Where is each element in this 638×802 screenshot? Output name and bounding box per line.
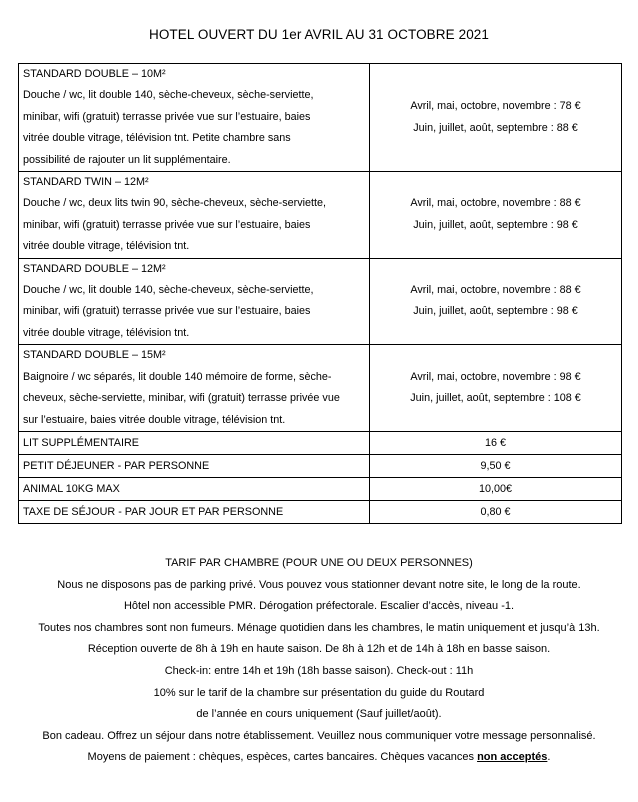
payment-not-accepted: non acceptés [477, 751, 548, 764]
price-high-season: Juin, juillet, août, septembre : 98 € [413, 218, 578, 231]
notes-section [0, 553, 638, 769]
price-low-season: Avril, mai, octobre, novembre : 78 € [410, 100, 581, 113]
room-feature-line: minibar, wifi (gratuit) terrasse privée vue sur l’estuaire, baies [23, 218, 311, 231]
room-row-standard-double-10 [19, 64, 622, 172]
note-parking: Nous ne disposons pas de parking privé. Vous pouvez vous stationner devant notre site, le long de la route. [57, 578, 581, 591]
room-feature-line: sur l’estuaire, baies vitrée double vitrage, télévision tnt. [23, 413, 286, 426]
room-feature-line: vitrée double vitrage, télévision tnt. [23, 326, 190, 339]
room-description [19, 345, 370, 432]
room-feature-line: Baignoire / wc séparés, lit double 140 mémoire de forme, sèche- [23, 370, 332, 383]
extra-price: 16 € [370, 431, 622, 454]
room-row-standard-double-15 [19, 345, 622, 432]
note-accessibility: Hôtel non accessible PMR. Dérogation préfectorale. Escalier d’accès, niveau -1. [123, 600, 515, 613]
room-name: STANDARD DOUBLE – 10M² [23, 68, 166, 80]
extra-label: TAXE DE SÉJOUR - PAR JOUR ET PAR PERSONNE [19, 500, 370, 523]
room-prices [370, 345, 622, 432]
price-high-season: Juin, juillet, août, septembre : 108 € [410, 392, 581, 405]
note-check-in-out: Check-in: entre 14h et 19h (18h basse saison). Check-out : 11h [164, 664, 474, 677]
note-routard-discount: 10% sur le tarif de la chambre sur présentation du guide du Routard [153, 686, 485, 699]
room-feature-line: cheveux, sèche-serviette, minibar, wifi (gratuit) terrasse privée vue [23, 392, 340, 405]
room-feature-line: minibar, wifi (gratuit) terrasse privée vue sur l’estuaire, baies [23, 110, 311, 123]
room-name: STANDARD TWIN – 12M² [23, 176, 149, 189]
room-description [19, 172, 370, 259]
extra-row-animal [19, 477, 622, 500]
price-low-season: Avril, mai, octobre, novembre : 88 € [410, 284, 581, 297]
room-feature-line: Douche / wc, deux lits twin 90, sèche-cheveux, sèche-serviette, [23, 197, 327, 210]
page-title: HOTEL OUVERT DU 1er AVRIL AU 31 OCTOBRE 2021 [148, 27, 490, 42]
extra-label: ANIMAL 10KG MAX [19, 477, 370, 500]
room-description [19, 64, 370, 172]
room-feature-line: minibar, wifi (gratuit) terrasse privée vue sur l’estuaire, baies [23, 305, 311, 318]
room-feature-line: Douche / wc, lit double 140, sèche-cheveux, sèche-serviette, [23, 89, 314, 102]
note-rate-per-room: TARIF PAR CHAMBRE (POUR UNE OU DEUX PERSONNES) [165, 557, 473, 569]
room-prices [370, 64, 622, 172]
price-high-season: Juin, juillet, août, septembre : 98 € [413, 305, 578, 318]
room-feature-line: vitrée double vitrage, télévision tnt. [23, 240, 190, 253]
payment-text: Moyens de paiement : chèques, espèces, cartes bancaires. Chèques vacances [87, 751, 478, 764]
extra-label: PETIT DÉJEUNER - PAR PERSONNE [19, 454, 370, 477]
note-gift-voucher: Bon cadeau. Offrez un séjour dans notre établissement. Veuillez nous communiquer votre message personnalisé. [42, 729, 596, 742]
extra-price: 0,80 € [370, 500, 622, 523]
room-feature-line: Douche / wc, lit double 140, sèche-cheveux, sèche-serviette, [23, 284, 314, 297]
room-row-standard-twin-12 [19, 172, 622, 259]
price-high-season: Juin, juillet, août, septembre : 88 € [413, 121, 578, 134]
room-row-standard-double-12 [19, 258, 622, 345]
note-routard-discount-cont: de l’année en cours uniquement (Sauf juillet/août). [196, 708, 442, 721]
room-feature-line: vitrée double vitrage, télévision tnt. Petite chambre sans [23, 132, 291, 145]
extra-price: 9,50 € [370, 454, 622, 477]
extra-row-extra-bed [19, 431, 622, 454]
price-low-season: Avril, mai, octobre, novembre : 88 € [410, 197, 581, 210]
note-non-smoking: Toutes nos chambres sont non fumeurs. Ménage quotidien dans les chambres, le matin uniquement et jusqu’à 13h. [38, 621, 600, 634]
room-prices [370, 172, 622, 259]
room-name: STANDARD DOUBLE – 12M² [23, 262, 166, 275]
extra-row-breakfast [19, 454, 622, 477]
extra-row-tourist-tax [19, 500, 622, 523]
rates-table [18, 63, 622, 524]
price-low-season: Avril, mai, octobre, novembre : 98 € [410, 370, 581, 383]
room-name: STANDARD DOUBLE – 15M² [23, 349, 166, 362]
extra-label: LIT SUPPLÉMENTAIRE [19, 431, 370, 454]
room-description [19, 258, 370, 345]
note-payment [0, 747, 638, 769]
extra-price: 10,00€ [370, 477, 622, 500]
note-reception-hours: Réception ouverte de 8h à 19h en haute saison. De 8h à 12h et de 14h à 18h en basse saison. [87, 643, 551, 656]
room-prices [370, 258, 622, 345]
room-feature-line: possibilité de rajouter un lit supplémentaire. [23, 153, 231, 166]
payment-end: . [547, 751, 551, 764]
